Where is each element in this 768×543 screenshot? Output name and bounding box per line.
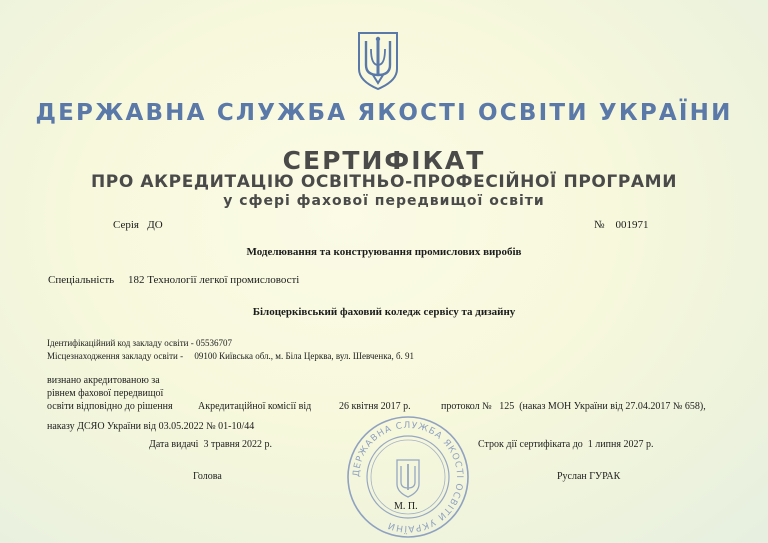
series-label: Серія bbox=[113, 219, 139, 231]
decision-line-3-label: освіти відповідно до рішення bbox=[47, 401, 173, 412]
series-value: ДО bbox=[147, 219, 163, 231]
agency-title: ДЕРЖАВНА СЛУЖБА ЯКОСТІ ОСВІТИ УКРАЇНИ bbox=[35, 100, 733, 126]
issue-date-value: 3 травня 2022 р. bbox=[203, 439, 273, 450]
seal-trident-icon bbox=[397, 460, 419, 497]
series-field bbox=[113, 219, 163, 231]
head-label: Голова bbox=[193, 471, 222, 482]
validity-label: Строк дії сертифіката до bbox=[478, 439, 583, 450]
issue-date-label: Дата видачі bbox=[149, 439, 199, 450]
specialty-label: Спеціальність bbox=[48, 274, 115, 286]
institution-code-field bbox=[47, 338, 232, 348]
decision-line-1: визнано акредитованою за bbox=[47, 375, 160, 386]
protocol-field bbox=[441, 401, 706, 412]
commission-date: 26 квітня 2017 р. bbox=[339, 401, 411, 412]
institution-code-label: Ідентифікаційний код закладу освіти - bbox=[47, 338, 194, 348]
institution-code-value: 05536707 bbox=[195, 338, 232, 348]
number-label: № bbox=[594, 219, 605, 231]
official-seal bbox=[345, 414, 471, 540]
specialty-field bbox=[48, 274, 299, 286]
number-field bbox=[594, 219, 649, 231]
coat-of-arms-icon bbox=[356, 31, 400, 91]
protocol-label: протокол № bbox=[441, 401, 492, 412]
specialty-value: 182 Технології легкої промисловості bbox=[127, 274, 300, 286]
protocol-value: 125 bbox=[499, 401, 515, 412]
stamp-label: М. П. bbox=[394, 501, 418, 512]
validity-field bbox=[478, 439, 653, 450]
certificate-subtitle: ПРО АКРЕДИТАЦІЮ ОСВІТНЬО-ПРОФЕСІЙНОЇ ПРОГРАМИ bbox=[90, 172, 678, 192]
validity-value: 1 липня 2027 р. bbox=[587, 439, 654, 450]
location-field bbox=[47, 351, 414, 361]
issue-date-field bbox=[149, 439, 272, 450]
location-value: 09100 Київська обл., м. Біла Церква, вул. Шевченка, б. 91 bbox=[194, 351, 415, 361]
certificate-sector: у сфері фахової передвищої освіти bbox=[223, 193, 545, 209]
commission-label: Акредитаційної комісії від bbox=[198, 401, 312, 412]
ministry-order: (наказ МОН України від 27.04.2017 № 658), bbox=[519, 401, 706, 412]
decision-line-2: рівнем фахової передвищої bbox=[47, 388, 164, 399]
head-name: Руслан ГУРАК bbox=[557, 471, 621, 482]
institution-name: Білоцерківський фаховий коледж сервісу та дизайну bbox=[252, 306, 516, 318]
location-label: Місцезнаходження закладу освіти - bbox=[47, 351, 184, 361]
program-name: Моделювання та конструювання промислових виробів bbox=[246, 246, 522, 258]
seal-outer-text: ДЕРЖАВНА СЛУЖБА ЯКОСТІ ОСВІТИ УКРАЇНИ bbox=[351, 420, 465, 534]
certificate-title: СЕРТИФІКАТ bbox=[282, 146, 486, 175]
number-value: 001971 bbox=[615, 219, 649, 231]
dsyao-order: наказу ДСЯО України від 03.05.2022 № 01-10/44 bbox=[47, 421, 255, 432]
